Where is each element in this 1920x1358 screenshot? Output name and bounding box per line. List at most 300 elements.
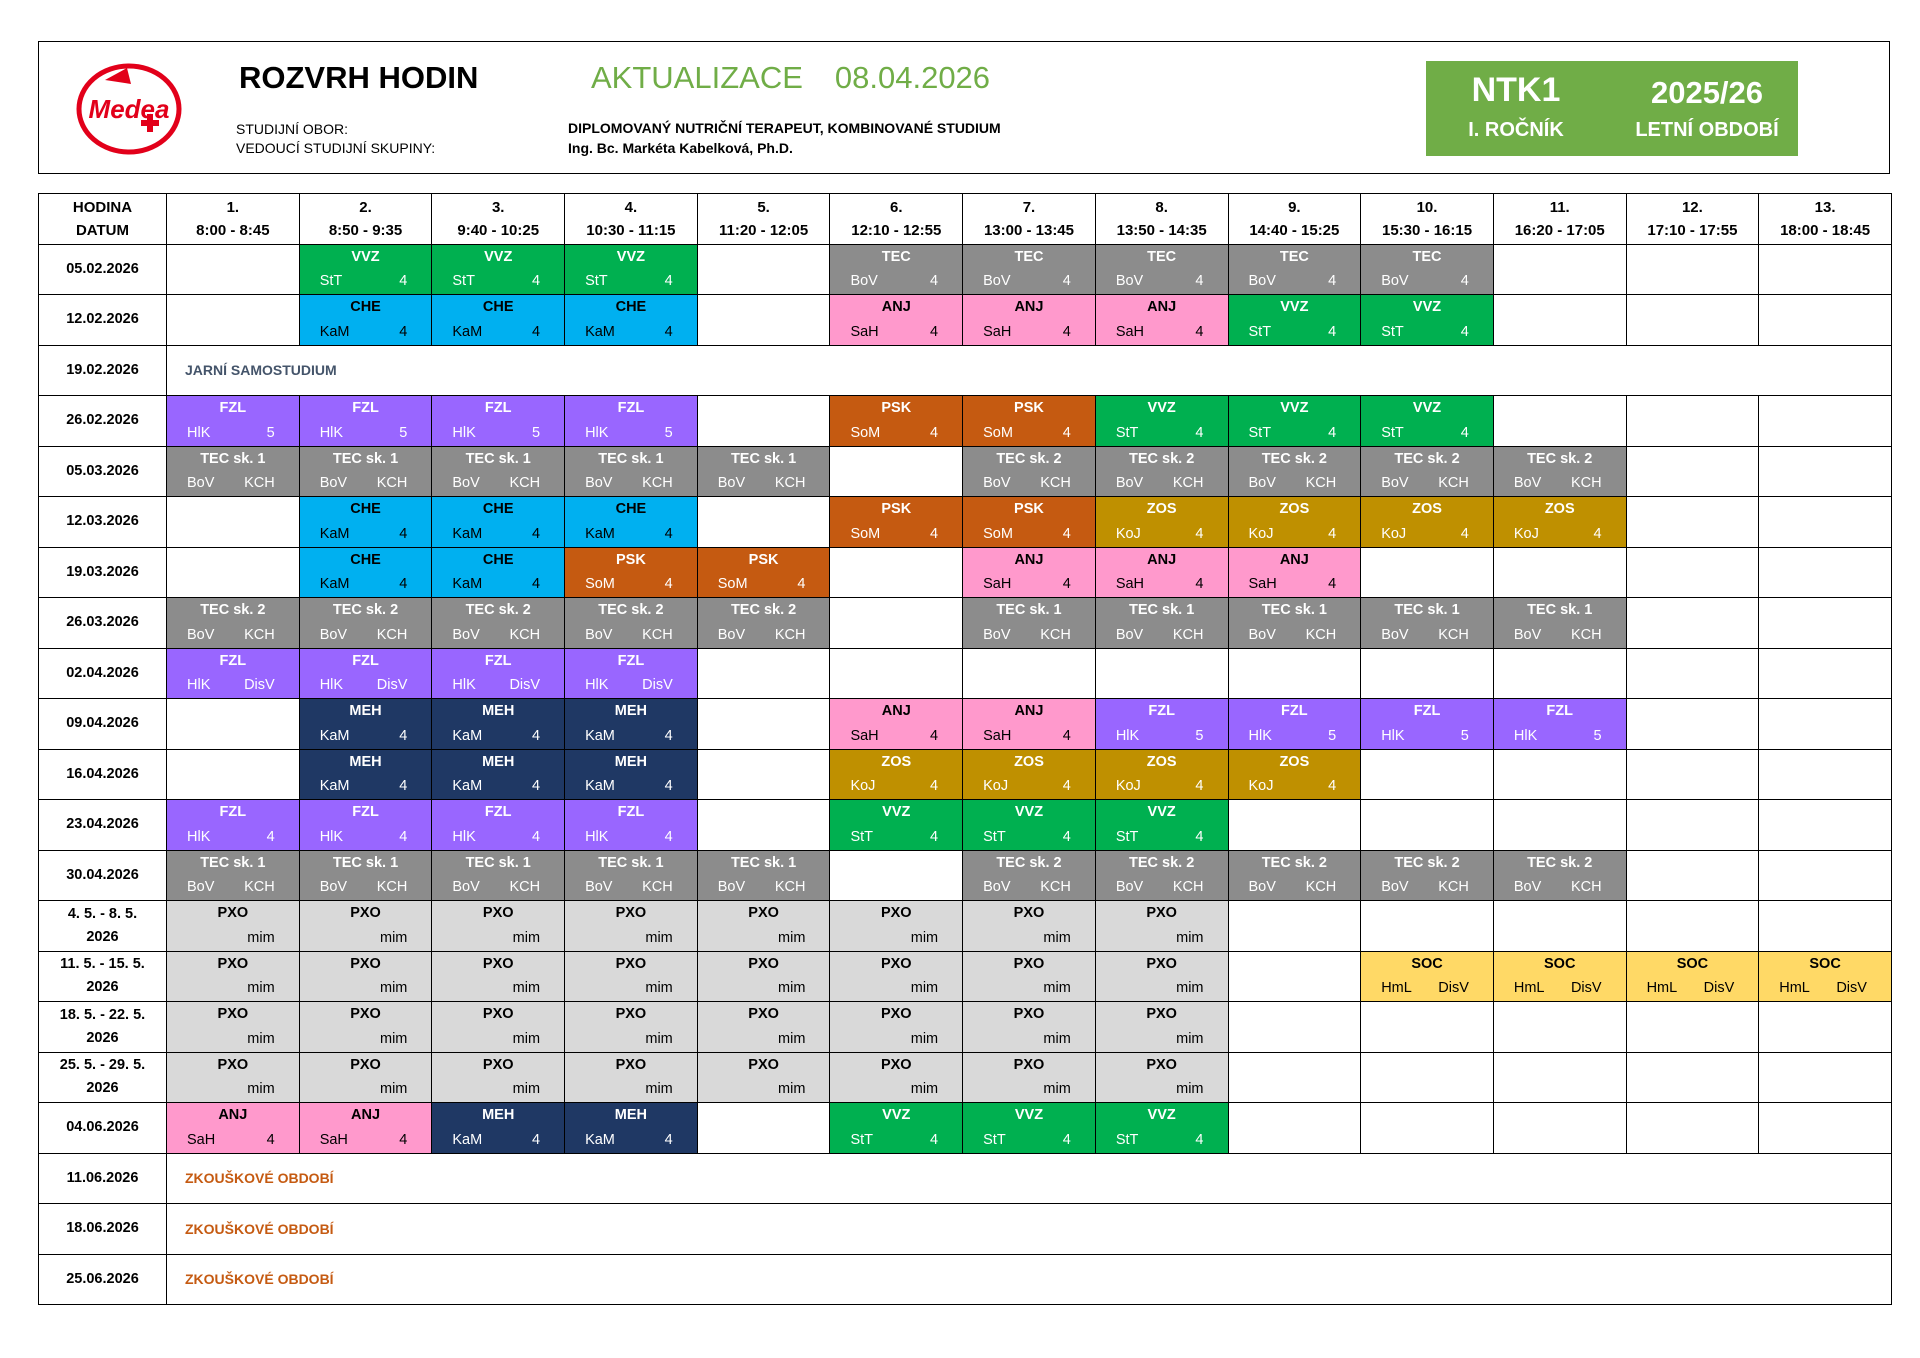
subject-code: VVZ <box>616 248 645 265</box>
subject-code: TEC sk. 1 <box>1527 602 1593 618</box>
lesson <box>698 901 830 951</box>
lesson-info: 4 <box>930 323 939 340</box>
corner-cell <box>39 194 167 245</box>
empty-cell <box>1759 901 1892 952</box>
lesson-cell <box>963 1103 1096 1154</box>
subject-code: ZOS <box>881 753 912 770</box>
teacher-code: KaM <box>319 323 350 340</box>
date-cell <box>39 1254 167 1305</box>
teacher-code: KaM <box>452 778 483 794</box>
lesson-info: mim <box>379 929 408 946</box>
empty-cell <box>1228 901 1361 952</box>
hour-number: 12. <box>1681 198 1703 216</box>
empty-cell <box>1493 648 1626 699</box>
lesson <box>1096 750 1228 800</box>
empty-cell <box>1759 244 1892 295</box>
lesson-cell <box>565 547 698 598</box>
lesson-info: DisV <box>376 677 408 693</box>
lesson <box>1229 396 1361 446</box>
lesson <box>565 901 697 951</box>
lesson <box>300 295 432 345</box>
lesson-cell <box>1361 497 1494 548</box>
lesson <box>565 548 697 598</box>
subject-code: TEC sk. 1 <box>996 602 1062 618</box>
subject-code: ZOS <box>1146 753 1177 770</box>
hour-time: 8:00 - 8:45 <box>196 221 270 239</box>
lesson-cell <box>963 951 1096 1002</box>
lesson-cell <box>1361 396 1494 447</box>
lesson-info: KCH <box>509 475 541 491</box>
lesson-cell <box>432 1052 565 1103</box>
lesson-info: mim <box>1043 1081 1071 1097</box>
lesson <box>565 295 697 345</box>
lesson-info: 4 <box>1460 323 1469 340</box>
lesson-info: mim <box>1043 929 1071 946</box>
lesson <box>565 447 697 497</box>
lesson-cell <box>963 1002 1096 1053</box>
subject-code: PXO <box>1146 1056 1177 1073</box>
lesson-cell <box>1626 951 1759 1002</box>
hour-header <box>697 194 830 245</box>
svg-text:Medea: Medea <box>88 94 170 124</box>
empty-cell <box>1759 446 1892 497</box>
date-label: 12.02.2026 <box>66 311 139 328</box>
teacher-code: BoV <box>187 475 215 491</box>
date-label: 19.03.2026 <box>66 563 139 580</box>
lesson <box>830 1103 962 1153</box>
lesson <box>167 598 299 648</box>
subject-code: TEC sk. 1 <box>1261 602 1327 618</box>
lesson-info: KCH <box>1040 475 1071 491</box>
subject-code: TEC sk. 2 <box>996 450 1062 467</box>
lesson-info: KCH <box>1040 879 1071 895</box>
lesson-cell <box>565 396 698 447</box>
teacher-code: KaM <box>319 727 350 744</box>
teacher-code: KoJ <box>1115 525 1141 542</box>
teacher-code: StT <box>1381 323 1404 340</box>
hour-number: 5. <box>757 198 770 216</box>
lesson-cell <box>830 951 963 1002</box>
lesson <box>565 497 697 547</box>
subject-code: TEC <box>1279 248 1309 265</box>
lesson <box>963 901 1095 951</box>
empty-cell <box>167 547 300 598</box>
lesson-info: 4 <box>930 828 939 845</box>
lesson <box>1494 699 1626 749</box>
subject-code: ANJ <box>1014 299 1044 315</box>
lesson-cell <box>432 901 565 952</box>
subject-code: TEC sk. 2 <box>1527 450 1593 467</box>
empty-cell <box>1626 850 1759 901</box>
lesson-info: 5 <box>266 424 275 441</box>
lesson <box>1229 497 1361 547</box>
lesson-cell <box>565 901 698 952</box>
lesson-info: KCH <box>1172 626 1204 643</box>
lesson-info: DisV <box>244 677 275 693</box>
teacher-code: HlK <box>319 677 344 693</box>
lesson <box>1494 497 1626 547</box>
subject-code: SOC <box>1676 955 1709 972</box>
lesson-cell <box>963 598 1096 649</box>
lesson-cell <box>1361 598 1494 649</box>
lesson-cell <box>167 1103 300 1154</box>
teacher-code: BoV <box>717 879 746 895</box>
lesson-info: mim <box>645 929 673 946</box>
empty-cell <box>1228 1002 1361 1053</box>
lesson-info: 4 <box>531 1131 541 1148</box>
lesson <box>830 245 962 295</box>
lesson-info: 4 <box>1195 273 1204 289</box>
teacher-code: BoV <box>585 475 613 491</box>
date-cell <box>39 951 167 1002</box>
date-label: 18. 5. - 22. 5. <box>59 1006 146 1023</box>
page-title: ROZVRH HODIN <box>239 60 479 95</box>
date-year: 2026 <box>86 1080 119 1097</box>
empty-cell <box>1626 699 1759 750</box>
hour-time: 13:00 - 13:45 <box>983 221 1074 239</box>
subject-code: TEC sk. 1 <box>598 450 664 467</box>
lesson-info: 4 <box>399 1131 408 1148</box>
date-cell <box>39 901 167 952</box>
lesson-cell <box>299 951 432 1002</box>
lesson-info: 4 <box>399 525 408 542</box>
teacher-code: SaH <box>187 1131 216 1148</box>
lesson-cell <box>299 1103 432 1154</box>
teacher-code: KaM <box>452 727 483 744</box>
teacher-code: HmL <box>1646 980 1678 996</box>
teacher-code: HlK <box>452 424 476 441</box>
hour-header <box>963 194 1096 245</box>
document-header <box>38 41 1890 174</box>
lesson-cell <box>565 446 698 497</box>
teacher-code: HlK <box>585 424 609 441</box>
lesson-cell <box>565 1002 698 1053</box>
lesson <box>698 952 830 1002</box>
subject-code: FZL <box>219 804 247 820</box>
update-info <box>591 60 990 96</box>
lesson <box>565 1002 697 1052</box>
teacher-code: HlK <box>1248 727 1272 744</box>
lesson-info: 4 <box>1593 525 1602 542</box>
empty-cell <box>1626 1002 1759 1053</box>
lesson <box>167 800 299 850</box>
lesson-info: mim <box>645 1081 673 1097</box>
teacher-code: KaM <box>319 525 350 542</box>
lesson-cell <box>1228 497 1361 548</box>
subject-code: PXO <box>350 1056 381 1073</box>
lesson <box>698 1002 830 1052</box>
teacher-code: KaM <box>585 323 615 340</box>
subject-code: PXO <box>1013 1056 1045 1073</box>
lesson-info: 4 <box>531 576 541 592</box>
lesson <box>432 1002 564 1052</box>
empty-cell <box>1626 648 1759 699</box>
subject-code: VVZ <box>1412 299 1442 315</box>
lesson-info: 4 <box>664 576 673 592</box>
lesson-cell <box>830 295 963 346</box>
empty-cell <box>1493 901 1626 952</box>
subject-code: PXO <box>217 905 249 921</box>
subject-code: PSK <box>881 501 912 517</box>
teacher-code: HlK <box>1115 727 1140 744</box>
lesson <box>300 1053 432 1103</box>
lesson-cell <box>1228 295 1361 346</box>
hour-header <box>432 194 565 245</box>
lesson-info: 4 <box>399 323 408 340</box>
lesson-info: mim <box>778 1030 806 1047</box>
lesson <box>1096 699 1228 749</box>
teacher-code: BoV <box>983 273 1011 289</box>
lesson <box>432 245 564 295</box>
lesson-cell <box>1493 446 1626 497</box>
lesson <box>167 1053 299 1103</box>
lesson <box>1096 851 1228 901</box>
lesson <box>1229 447 1361 497</box>
lesson <box>830 800 962 850</box>
lesson <box>1229 699 1361 749</box>
teacher-code: KaM <box>585 1131 615 1148</box>
teacher-code: KoJ <box>1115 778 1141 794</box>
lesson-info: KCH <box>244 475 275 491</box>
lesson-cell <box>963 1052 1096 1103</box>
lesson <box>432 295 564 345</box>
lesson <box>1096 548 1228 598</box>
lesson <box>432 497 564 547</box>
hour-time: 15:30 - 16:15 <box>1382 221 1473 239</box>
table-row <box>39 800 1892 851</box>
teacher-code: StT <box>585 273 608 289</box>
teacher-code: BoV <box>983 475 1011 491</box>
teacher-code: HlK <box>319 424 344 441</box>
lesson-cell <box>1095 1002 1228 1053</box>
lesson-cell <box>697 901 830 952</box>
lesson-cell <box>1228 749 1361 800</box>
empty-cell <box>697 295 830 346</box>
subject-code: TEC sk. 2 <box>1129 450 1195 467</box>
corner-date-label: DATUM <box>75 221 130 239</box>
lesson <box>963 295 1095 345</box>
subject-code: TEC sk. 2 <box>730 602 797 618</box>
hour-header <box>1493 194 1626 245</box>
subject-code: MEH <box>482 1107 515 1123</box>
lesson-cell <box>167 446 300 497</box>
subject-code: FZL <box>484 804 512 820</box>
lesson-info: KCH <box>1305 626 1337 643</box>
teacher-code: BoV <box>585 879 613 895</box>
subject-code: MEH <box>614 753 648 770</box>
empty-cell <box>1626 446 1759 497</box>
subject-code: ZOS <box>1279 753 1310 770</box>
lesson-info: 4 <box>664 727 673 744</box>
teacher-code: SoM <box>585 576 615 592</box>
lesson-info: 4 <box>266 1131 275 1148</box>
subject-code: ANJ <box>1014 703 1044 719</box>
lesson-cell <box>1095 396 1228 447</box>
lesson <box>963 699 1095 749</box>
date-label: 26.02.2026 <box>66 412 139 429</box>
lesson <box>1627 952 1759 1002</box>
lesson-info: mim <box>379 1030 408 1047</box>
lesson-info: mim <box>512 1030 541 1047</box>
teacher-code: BoV <box>1248 879 1276 895</box>
empty-cell <box>1493 1103 1626 1154</box>
teacher-code: SoM <box>717 576 748 592</box>
lesson <box>830 750 962 800</box>
lesson-info: 4 <box>1062 828 1071 845</box>
teacher-code: KoJ <box>1248 525 1274 542</box>
table-row <box>39 446 1892 497</box>
subject-code: FZL <box>219 400 247 416</box>
subject-code: FZL <box>1148 703 1175 719</box>
period-note: ZKOUŠKOVÉ OBDOBÍ <box>167 1254 1892 1305</box>
lesson-cell <box>1095 699 1228 750</box>
empty-cell <box>1759 749 1892 800</box>
lesson <box>963 447 1095 497</box>
lesson-cell <box>299 800 432 851</box>
lesson-cell <box>830 901 963 952</box>
empty-cell <box>1759 396 1892 447</box>
empty-cell <box>1759 800 1892 851</box>
lesson-info: KCH <box>1438 475 1469 491</box>
teacher-code: StT <box>983 828 1006 845</box>
lesson-cell <box>1095 1103 1228 1154</box>
lesson-info: 4 <box>1460 525 1469 542</box>
lesson-info: 5 <box>1328 727 1337 744</box>
lesson-cell <box>299 244 432 295</box>
lesson-cell <box>432 244 565 295</box>
lesson-cell <box>1228 547 1361 598</box>
teacher-code: SaH <box>983 727 1012 744</box>
lesson <box>300 952 432 1002</box>
subject-code: PXO <box>1013 1006 1045 1022</box>
lesson-cell <box>167 598 300 649</box>
teacher-code: SaH <box>850 727 879 744</box>
lesson-info: 4 <box>399 273 408 289</box>
lesson-info: 5 <box>664 424 673 441</box>
lesson <box>830 396 962 446</box>
subject-code: TEC sk. 1 <box>1394 602 1460 618</box>
empty-cell <box>167 699 300 750</box>
empty-cell <box>167 497 300 548</box>
lesson <box>1096 1103 1228 1153</box>
lesson <box>1096 800 1228 850</box>
lesson-info: KCH <box>1172 879 1204 895</box>
lesson <box>167 851 299 901</box>
lesson-cell <box>963 295 1096 346</box>
lesson-cell <box>697 1002 830 1053</box>
empty-cell <box>1626 598 1759 649</box>
lesson-cell <box>1095 446 1228 497</box>
lesson-cell <box>963 901 1096 952</box>
empty-cell <box>167 295 300 346</box>
subject-code: MEH <box>482 753 515 770</box>
subject-code: PXO <box>217 1006 249 1022</box>
lesson-cell <box>167 951 300 1002</box>
lesson-cell <box>1095 547 1228 598</box>
subject-code: TEC <box>1412 248 1442 265</box>
lesson <box>698 1053 830 1103</box>
date-label: 05.02.2026 <box>66 260 139 277</box>
teacher-code: BoV <box>717 626 746 643</box>
lesson <box>432 548 564 598</box>
table-row <box>39 951 1892 1002</box>
teacher-code: BoV <box>1115 879 1144 895</box>
lesson-info: 4 <box>664 273 673 289</box>
teacher-code: BoV <box>1381 626 1409 643</box>
field-label: STUDIJNÍ OBOR: <box>236 121 349 137</box>
lesson-info: KCH <box>774 626 806 643</box>
lesson-cell <box>299 901 432 952</box>
lesson-cell <box>167 396 300 447</box>
teacher-code: StT <box>1115 1131 1139 1148</box>
empty-cell <box>1493 244 1626 295</box>
lesson-info: 4 <box>1062 778 1071 794</box>
subject-code: ZOS <box>1412 501 1442 517</box>
subject-code: TEC <box>1014 248 1044 265</box>
lesson-cell <box>1228 850 1361 901</box>
lesson-info: 4 <box>797 576 806 592</box>
lesson-info: 4 <box>664 1131 673 1148</box>
teacher-code: SoM <box>850 525 881 542</box>
lesson-cell <box>830 244 963 295</box>
hour-number: 2. <box>359 198 372 216</box>
date-label: 25. 5. - 29. 5. <box>59 1057 146 1074</box>
date-year: 2026 <box>86 1029 119 1046</box>
class-badge <box>1426 61 1798 156</box>
date-label: 19.02.2026 <box>66 361 139 378</box>
lesson-info: KCH <box>1040 626 1071 643</box>
subject-code: VVZ <box>1412 400 1442 416</box>
lesson-cell <box>1095 295 1228 346</box>
lesson-cell <box>1361 699 1494 750</box>
hour-time: 14:40 - 15:25 <box>1249 221 1340 239</box>
lesson-cell <box>1493 699 1626 750</box>
teacher-code: SaH <box>319 1131 348 1148</box>
empty-cell <box>1626 901 1759 952</box>
subject-code: PXO <box>1013 955 1045 972</box>
lesson-cell <box>697 547 830 598</box>
subject-code: PXO <box>350 905 381 921</box>
lesson <box>1494 952 1626 1002</box>
lesson <box>565 396 697 446</box>
lesson-cell <box>963 396 1096 447</box>
lesson <box>565 649 697 699</box>
subject-code: TEC sk. 1 <box>465 854 531 871</box>
teacher-code: BoV <box>983 879 1011 895</box>
subject-code: PXO <box>880 955 912 972</box>
lesson <box>830 1002 962 1052</box>
subject-code: CHE <box>350 501 381 517</box>
empty-cell <box>1361 547 1494 598</box>
lesson-info: 4 <box>1062 1131 1071 1148</box>
empty-cell <box>1493 749 1626 800</box>
lesson-info: 4 <box>1195 323 1204 340</box>
empty-cell <box>1493 396 1626 447</box>
teacher-code: HmL <box>1513 980 1545 996</box>
subject-code: ANJ <box>1147 299 1177 315</box>
hour-number: 1. <box>226 198 240 216</box>
lesson <box>167 1002 299 1052</box>
teacher-code: HlK <box>187 828 211 845</box>
lesson <box>830 901 962 951</box>
hour-number: 4. <box>624 198 638 216</box>
lesson-info: 4 <box>1460 273 1469 289</box>
lesson-cell <box>565 1052 698 1103</box>
lesson-cell <box>565 598 698 649</box>
subject-code: FZL <box>1413 703 1441 719</box>
lesson-info: mim <box>645 980 673 996</box>
empty-cell <box>1493 295 1626 346</box>
